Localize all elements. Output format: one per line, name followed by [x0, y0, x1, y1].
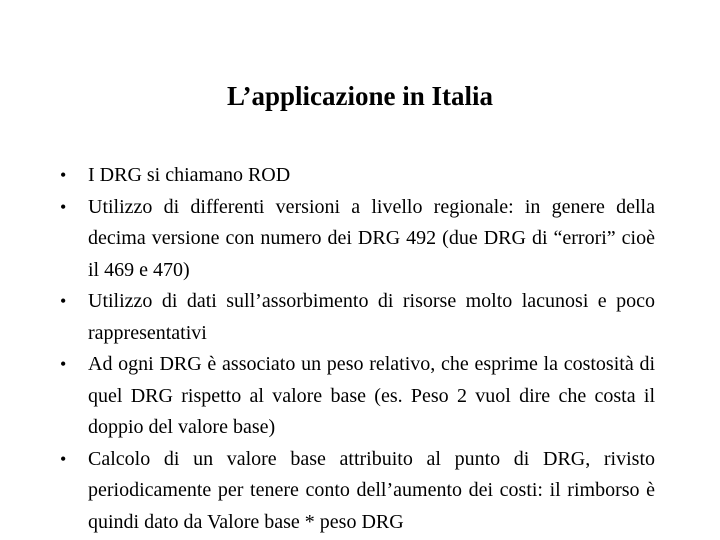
list-item — [60, 192, 655, 287]
bullet-icon: • — [60, 165, 67, 185]
bullet-text: Calcolo di un valore base attribuito al punto di DRG, rivisto periodicamente per tenere conto dell’aumento dei costi: il rimborso è quindi dato da Valore base * peso DRG — [88, 447, 655, 533]
bullet-icon: • — [60, 196, 67, 217]
bullet-text: Ad ogni DRG è associato un peso relativo, che esprime la costosità di quel DRG rispetto al valore base (es. Peso 2 vuol dire che costa il doppio del valore base) — [88, 353, 655, 438]
bullet-text: I DRG si chiamano ROD — [88, 164, 291, 186]
list-item — [60, 286, 655, 349]
bullet-text: Utilizzo di differenti versioni a livello regionale: in genere della decima versione con numero dei DRG 492 (due DRG di “errori” cioè il 469 e 470) — [88, 195, 655, 281]
list-item — [60, 349, 655, 444]
bullet-text: Utilizzo di dati sull’assorbimento di risorse molto lacunosi e poco rappresentativi — [88, 290, 655, 344]
bullet-icon: • — [60, 291, 67, 311]
list-item — [60, 444, 655, 539]
bullet-icon: • — [60, 354, 67, 374]
bullet-list — [60, 160, 655, 538]
slide-title: L’applicazione in Italia — [226, 81, 494, 111]
bullet-icon: • — [60, 448, 67, 469]
list-item — [60, 160, 655, 192]
